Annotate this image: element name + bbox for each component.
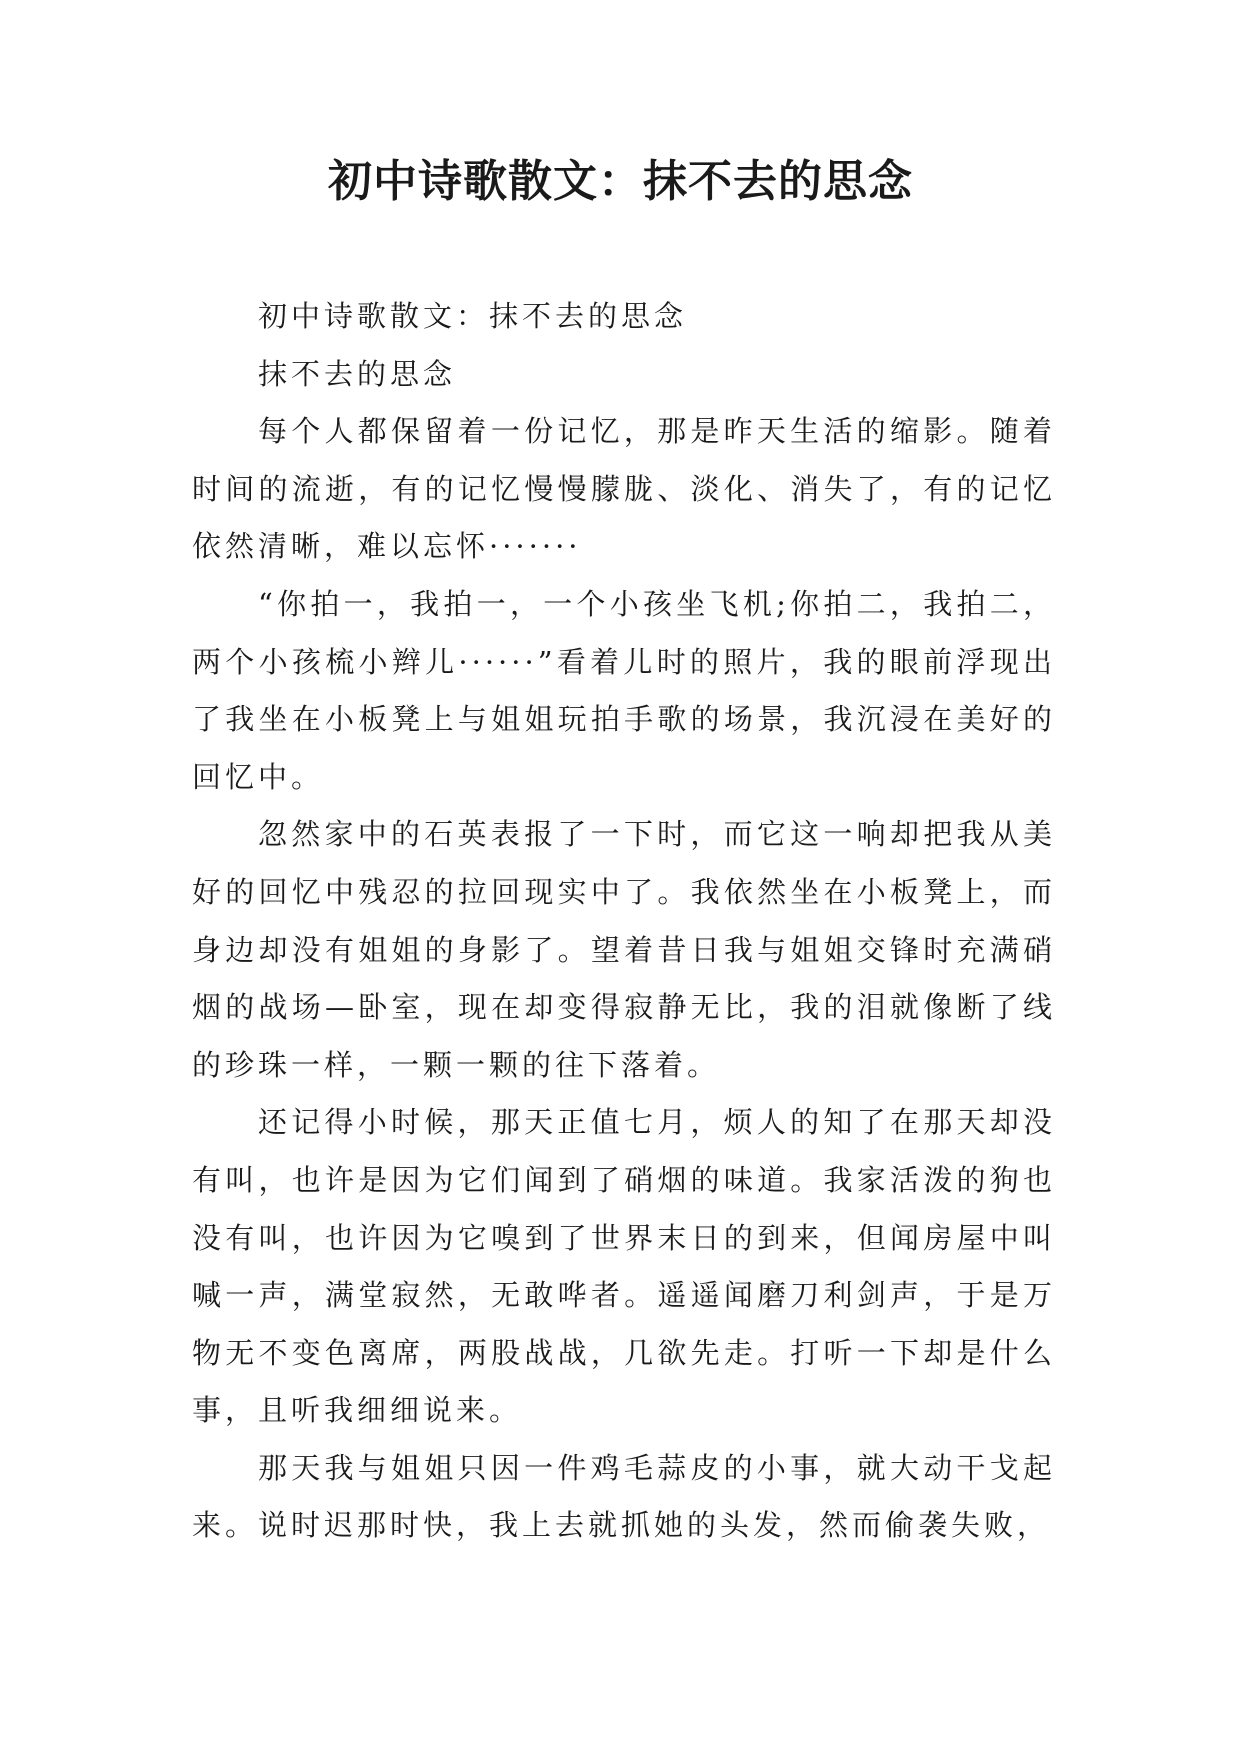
document-title: 初中诗歌散文：抹不去的思念 xyxy=(328,156,913,207)
paragraph: 忽然家中的石英表报了一下时，而它这一响却把我从美好的回忆中残忍的拉回现实中了。我依然坐在小板凳上，而身边却没有姐姐的身影了。望着昔日我与姐姐交锋时充满硝烟的战场—卧室，现在却变得寂静无比，我的泪就像断了线的珍珠一样，一颗一颗的往下落着。 xyxy=(192,817,1056,1082)
document-body xyxy=(192,288,1056,1555)
paragraph-heading: 抹不去的思念 xyxy=(258,356,457,391)
paragraph: 那天我与姐姐只因一件鸡毛蒜皮的小事，就大动干戈起来。说时迟那时快，我上去就抓她的头发，然而偷袭失败， xyxy=(192,1450,1056,1543)
paragraph: 还记得小时候，那天正值七月，烦人的知了在那天却没有叫，也许是因为它们闻到了硝烟的味道。我家活泼的狗也没有叫，也许因为它嗅到了世界末日的到来，但闻房屋中叫喊一声，满堂寂然，无敢哗者。遥遥闻磨刀利剑声，于是万物无不变色离席，两股战战，几欲先走。打听一下却是什么事，且听我细细说来。 xyxy=(192,1105,1056,1428)
paragraph: “你拍一，我拍一，一个小孩坐飞机;你拍二，我拍二，两个小孩梳小辫儿······”看着儿时的照片，我的眼前浮现出了我坐在小板凳上与姐姐玩拍手歌的场景，我沉浸在美好的回忆中。 xyxy=(192,586,1056,794)
paragraph: 每个人都保留着一份记忆，那是昨天生活的缩影。随着时间的流逝，有的记忆慢慢朦胧、淡化、消失了，有的记忆依然清晰，难以忘怀······· xyxy=(192,414,1056,564)
paragraph-subtitle: 初中诗歌散文：抹不去的思念 xyxy=(258,299,688,333)
